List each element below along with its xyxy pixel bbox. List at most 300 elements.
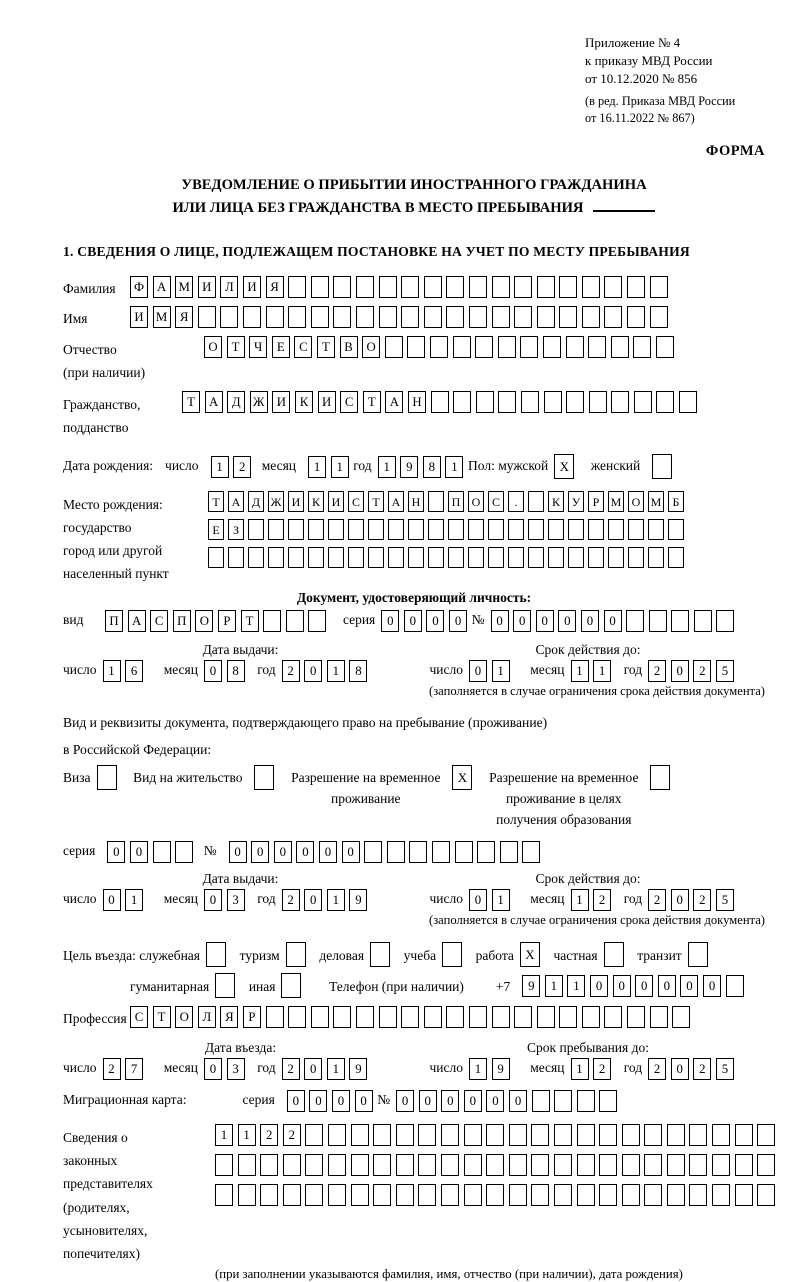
char-box[interactable]: А <box>128 610 146 632</box>
char-box[interactable] <box>288 306 306 328</box>
char-box[interactable]: 2 <box>282 1058 300 1080</box>
char-box[interactable] <box>305 1184 323 1206</box>
char-box[interactable]: 0 <box>204 889 222 911</box>
char-box[interactable] <box>351 1124 369 1146</box>
char-box[interactable] <box>548 519 564 540</box>
char-box[interactable] <box>311 276 329 298</box>
char-box[interactable]: . <box>508 491 524 512</box>
char-box[interactable] <box>509 1154 527 1176</box>
char-box[interactable] <box>283 1154 301 1176</box>
char-box[interactable] <box>446 276 464 298</box>
char-box[interactable] <box>582 306 600 328</box>
char-box[interactable] <box>198 306 216 328</box>
char-box[interactable] <box>328 1184 346 1206</box>
char-box[interactable] <box>599 1184 617 1206</box>
char-box[interactable] <box>268 519 284 540</box>
char-box[interactable]: 1 <box>469 1058 487 1080</box>
char-box[interactable]: 0 <box>296 841 314 863</box>
char-box[interactable] <box>628 519 644 540</box>
char-box[interactable] <box>220 306 238 328</box>
char-box[interactable]: 0 <box>130 841 148 863</box>
char-box[interactable] <box>712 1184 730 1206</box>
char-box[interactable] <box>599 1154 617 1176</box>
char-box[interactable] <box>379 1006 397 1028</box>
char-box[interactable] <box>308 519 324 540</box>
char-box[interactable]: М <box>608 491 624 512</box>
char-box[interactable]: А <box>388 491 404 512</box>
char-box[interactable]: Е <box>272 336 290 358</box>
char-box[interactable]: 3 <box>227 889 245 911</box>
char-box[interactable] <box>650 276 668 298</box>
char-box[interactable] <box>401 276 419 298</box>
char-box[interactable] <box>582 1006 600 1028</box>
char-box[interactable] <box>364 841 382 863</box>
char-box[interactable]: М <box>153 306 171 328</box>
char-box[interactable]: 0 <box>342 841 360 863</box>
char-box[interactable] <box>559 276 577 298</box>
char-box[interactable] <box>428 519 444 540</box>
char-box[interactable] <box>604 306 622 328</box>
char-box[interactable]: 1 <box>327 660 345 682</box>
char-box[interactable] <box>566 336 584 358</box>
char-box[interactable]: Н <box>408 391 426 413</box>
char-box[interactable]: 1 <box>545 975 563 997</box>
char-box[interactable]: 0 <box>287 1090 305 1112</box>
char-box[interactable]: И <box>318 391 336 413</box>
char-box[interactable] <box>215 1154 233 1176</box>
char-box[interactable] <box>288 276 306 298</box>
char-box[interactable] <box>599 1090 617 1112</box>
char-box[interactable] <box>266 306 284 328</box>
char-box[interactable] <box>735 1124 753 1146</box>
char-box[interactable] <box>418 1154 436 1176</box>
char-box[interactable] <box>373 1154 391 1176</box>
char-box[interactable]: М <box>175 276 193 298</box>
char-box[interactable] <box>633 336 651 358</box>
char-box[interactable] <box>531 1184 549 1206</box>
char-box[interactable]: 0 <box>513 610 531 632</box>
char-box[interactable] <box>554 1090 572 1112</box>
char-box[interactable]: Я <box>175 306 193 328</box>
char-box[interactable] <box>388 519 404 540</box>
char-box[interactable] <box>568 547 584 568</box>
char-box[interactable] <box>453 336 471 358</box>
char-box[interactable] <box>475 336 493 358</box>
char-box[interactable] <box>532 1090 550 1112</box>
char-box[interactable]: 0 <box>590 975 608 997</box>
char-box[interactable] <box>428 491 444 512</box>
char-box[interactable]: 2 <box>693 1058 711 1080</box>
char-box[interactable]: 2 <box>103 1058 121 1080</box>
char-box[interactable]: 2 <box>260 1124 278 1146</box>
char-box[interactable] <box>508 519 524 540</box>
char-box[interactable] <box>622 1124 640 1146</box>
char-box[interactable] <box>488 547 504 568</box>
char-box[interactable] <box>407 336 425 358</box>
char-box[interactable] <box>622 1184 640 1206</box>
checkbox-cell[interactable] <box>688 942 708 967</box>
char-box[interactable]: Д <box>248 491 264 512</box>
char-box[interactable] <box>266 1006 284 1028</box>
char-box[interactable]: 1 <box>378 456 396 478</box>
char-box[interactable]: 0 <box>536 610 554 632</box>
char-box[interactable] <box>351 1184 369 1206</box>
char-box[interactable]: 2 <box>648 1058 666 1080</box>
char-box[interactable]: 0 <box>274 841 292 863</box>
char-box[interactable]: 0 <box>319 841 337 863</box>
char-box[interactable] <box>486 1184 504 1206</box>
char-box[interactable] <box>492 306 510 328</box>
char-box[interactable] <box>509 1184 527 1206</box>
char-box[interactable] <box>599 1124 617 1146</box>
char-box[interactable]: 0 <box>464 1090 482 1112</box>
char-box[interactable] <box>446 306 464 328</box>
char-box[interactable] <box>408 519 424 540</box>
char-box[interactable]: 2 <box>282 660 300 682</box>
char-box[interactable] <box>498 391 516 413</box>
char-box[interactable]: 0 <box>204 1058 222 1080</box>
char-box[interactable] <box>396 1154 414 1176</box>
char-box[interactable]: 0 <box>251 841 269 863</box>
char-box[interactable] <box>448 547 464 568</box>
char-box[interactable]: 1 <box>492 660 510 682</box>
char-box[interactable]: У <box>568 491 584 512</box>
char-box[interactable]: А <box>385 391 403 413</box>
char-box[interactable] <box>469 1006 487 1028</box>
char-box[interactable]: 1 <box>211 456 229 478</box>
char-box[interactable] <box>328 1124 346 1146</box>
char-box[interactable]: Т <box>317 336 335 358</box>
char-box[interactable] <box>566 391 584 413</box>
char-box[interactable] <box>689 1124 707 1146</box>
char-box[interactable] <box>409 841 427 863</box>
char-box[interactable] <box>679 391 697 413</box>
char-box[interactable] <box>248 519 264 540</box>
char-box[interactable] <box>543 336 561 358</box>
char-box[interactable]: 0 <box>103 889 121 911</box>
char-box[interactable]: О <box>362 336 380 358</box>
char-box[interactable] <box>668 547 684 568</box>
char-box[interactable]: П <box>448 491 464 512</box>
char-box[interactable] <box>735 1184 753 1206</box>
char-box[interactable]: 1 <box>571 889 589 911</box>
char-box[interactable] <box>305 1154 323 1176</box>
char-box[interactable] <box>656 391 674 413</box>
char-box[interactable] <box>648 547 664 568</box>
char-box[interactable] <box>492 276 510 298</box>
char-box[interactable]: 0 <box>613 975 631 997</box>
char-box[interactable] <box>468 519 484 540</box>
char-box[interactable] <box>521 391 539 413</box>
char-box[interactable]: 2 <box>593 1058 611 1080</box>
char-box[interactable]: 8 <box>423 456 441 478</box>
char-box[interactable] <box>260 1184 278 1206</box>
char-box[interactable]: 5 <box>716 889 734 911</box>
char-box[interactable] <box>520 336 538 358</box>
char-box[interactable]: 0 <box>486 1090 504 1112</box>
char-box[interactable]: 1 <box>103 660 121 682</box>
char-box[interactable] <box>455 841 473 863</box>
char-box[interactable]: С <box>348 491 364 512</box>
char-box[interactable]: 0 <box>229 841 247 863</box>
char-box[interactable]: Д <box>227 391 245 413</box>
char-box[interactable]: 9 <box>492 1058 510 1080</box>
char-box[interactable] <box>424 306 442 328</box>
char-box[interactable]: И <box>288 491 304 512</box>
char-box[interactable] <box>672 1006 690 1028</box>
char-box[interactable]: 2 <box>648 660 666 682</box>
char-box[interactable] <box>260 1154 278 1176</box>
char-box[interactable]: 0 <box>581 610 599 632</box>
char-box[interactable] <box>514 276 532 298</box>
char-box[interactable]: 9 <box>400 456 418 478</box>
char-box[interactable]: Я <box>220 1006 238 1028</box>
char-box[interactable] <box>668 519 684 540</box>
checkbox-cell[interactable] <box>206 942 226 967</box>
char-box[interactable] <box>379 306 397 328</box>
char-box[interactable] <box>308 610 326 632</box>
char-box[interactable] <box>537 276 555 298</box>
char-box[interactable] <box>508 547 524 568</box>
char-box[interactable]: С <box>340 391 358 413</box>
char-box[interactable]: Н <box>408 491 424 512</box>
char-box[interactable] <box>514 1006 532 1028</box>
checkbox-cell[interactable] <box>604 942 624 967</box>
char-box[interactable] <box>464 1154 482 1176</box>
char-box[interactable] <box>577 1184 595 1206</box>
char-box[interactable]: 7 <box>125 1058 143 1080</box>
char-box[interactable] <box>477 841 495 863</box>
char-box[interactable] <box>441 1154 459 1176</box>
char-box[interactable]: Ж <box>268 491 284 512</box>
char-box[interactable]: 0 <box>404 610 422 632</box>
char-box[interactable]: 0 <box>635 975 653 997</box>
char-box[interactable] <box>333 1006 351 1028</box>
char-box[interactable] <box>368 519 384 540</box>
char-box[interactable] <box>509 1124 527 1146</box>
char-box[interactable] <box>283 1184 301 1206</box>
char-box[interactable] <box>431 391 449 413</box>
char-box[interactable] <box>588 336 606 358</box>
checkbox-cell[interactable]: X <box>554 454 574 479</box>
char-box[interactable]: О <box>628 491 644 512</box>
char-box[interactable] <box>554 1154 572 1176</box>
char-box[interactable]: Т <box>227 336 245 358</box>
char-box[interactable] <box>476 391 494 413</box>
char-box[interactable] <box>604 1006 622 1028</box>
char-box[interactable]: Т <box>153 1006 171 1028</box>
char-box[interactable]: 0 <box>304 889 322 911</box>
char-box[interactable]: 8 <box>227 660 245 682</box>
char-box[interactable] <box>328 547 344 568</box>
char-box[interactable]: 0 <box>491 610 509 632</box>
char-box[interactable] <box>589 391 607 413</box>
char-box[interactable]: Ч <box>249 336 267 358</box>
checkbox-cell[interactable] <box>652 454 672 479</box>
char-box[interactable] <box>288 1006 306 1028</box>
char-box[interactable] <box>328 519 344 540</box>
char-box[interactable] <box>726 975 744 997</box>
char-box[interactable]: О <box>175 1006 193 1028</box>
char-box[interactable] <box>418 1124 436 1146</box>
char-box[interactable]: К <box>548 491 564 512</box>
char-box[interactable]: М <box>648 491 664 512</box>
char-box[interactable]: 0 <box>381 610 399 632</box>
char-box[interactable] <box>408 547 424 568</box>
char-box[interactable]: 0 <box>332 1090 350 1112</box>
char-box[interactable] <box>396 1124 414 1146</box>
char-box[interactable] <box>689 1184 707 1206</box>
char-box[interactable]: 1 <box>593 660 611 682</box>
char-box[interactable] <box>559 1006 577 1028</box>
char-box[interactable]: 2 <box>693 889 711 911</box>
char-box[interactable]: 0 <box>309 1090 327 1112</box>
char-box[interactable] <box>286 610 304 632</box>
char-box[interactable] <box>627 276 645 298</box>
char-box[interactable] <box>656 336 674 358</box>
char-box[interactable] <box>528 547 544 568</box>
char-box[interactable] <box>248 547 264 568</box>
char-box[interactable] <box>356 306 374 328</box>
char-box[interactable] <box>611 336 629 358</box>
checkbox-cell[interactable] <box>650 765 670 790</box>
char-box[interactable] <box>627 306 645 328</box>
char-box[interactable] <box>238 1154 256 1176</box>
char-box[interactable]: З <box>228 519 244 540</box>
char-box[interactable] <box>228 547 244 568</box>
char-box[interactable]: 0 <box>469 660 487 682</box>
char-box[interactable]: 2 <box>593 889 611 911</box>
char-box[interactable]: А <box>228 491 244 512</box>
char-box[interactable] <box>288 519 304 540</box>
char-box[interactable]: 0 <box>396 1090 414 1112</box>
char-box[interactable]: 1 <box>571 1058 589 1080</box>
char-box[interactable]: 2 <box>283 1124 301 1146</box>
char-box[interactable] <box>648 519 664 540</box>
char-box[interactable] <box>305 1124 323 1146</box>
char-box[interactable] <box>215 1184 233 1206</box>
char-box[interactable] <box>348 519 364 540</box>
char-box[interactable]: С <box>150 610 168 632</box>
char-box[interactable] <box>486 1124 504 1146</box>
char-box[interactable] <box>622 1154 640 1176</box>
char-box[interactable]: 2 <box>282 889 300 911</box>
checkbox-cell[interactable] <box>442 942 462 967</box>
char-box[interactable] <box>667 1184 685 1206</box>
char-box[interactable] <box>333 276 351 298</box>
char-box[interactable]: О <box>195 610 213 632</box>
char-box[interactable] <box>712 1124 730 1146</box>
char-box[interactable] <box>424 1006 442 1028</box>
char-box[interactable]: 0 <box>107 841 125 863</box>
char-box[interactable]: Т <box>363 391 381 413</box>
char-box[interactable] <box>628 547 644 568</box>
char-box[interactable]: 1 <box>571 660 589 682</box>
char-box[interactable] <box>468 547 484 568</box>
char-box[interactable] <box>385 336 403 358</box>
char-box[interactable]: 0 <box>449 610 467 632</box>
char-box[interactable]: И <box>243 276 261 298</box>
char-box[interactable]: 2 <box>233 456 251 478</box>
char-box[interactable]: 0 <box>441 1090 459 1112</box>
char-box[interactable] <box>401 1006 419 1028</box>
char-box[interactable]: Л <box>220 276 238 298</box>
char-box[interactable]: 1 <box>215 1124 233 1146</box>
char-box[interactable] <box>537 1006 555 1028</box>
char-box[interactable]: 0 <box>304 660 322 682</box>
char-box[interactable] <box>488 519 504 540</box>
char-box[interactable] <box>522 841 540 863</box>
checkbox-cell[interactable]: X <box>452 765 472 790</box>
char-box[interactable]: С <box>488 491 504 512</box>
char-box[interactable]: О <box>468 491 484 512</box>
char-box[interactable] <box>356 1006 374 1028</box>
char-box[interactable]: 1 <box>567 975 585 997</box>
char-box[interactable]: 0 <box>558 610 576 632</box>
char-box[interactable]: 0 <box>419 1090 437 1112</box>
char-box[interactable]: И <box>272 391 290 413</box>
char-box[interactable] <box>544 391 562 413</box>
char-box[interactable]: 0 <box>671 889 689 911</box>
char-box[interactable] <box>486 1154 504 1176</box>
char-box[interactable] <box>689 1154 707 1176</box>
char-box[interactable]: 9 <box>349 889 367 911</box>
char-box[interactable]: 2 <box>693 660 711 682</box>
checkbox-cell[interactable] <box>215 973 235 998</box>
char-box[interactable] <box>308 547 324 568</box>
char-box[interactable]: 0 <box>355 1090 373 1112</box>
char-box[interactable] <box>424 276 442 298</box>
char-box[interactable] <box>577 1124 595 1146</box>
char-box[interactable] <box>548 547 564 568</box>
char-box[interactable] <box>388 547 404 568</box>
char-box[interactable] <box>608 519 624 540</box>
checkbox-cell[interactable] <box>286 942 306 967</box>
char-box[interactable]: 0 <box>604 610 622 632</box>
char-box[interactable] <box>441 1184 459 1206</box>
char-box[interactable] <box>588 547 604 568</box>
char-box[interactable]: 0 <box>509 1090 527 1112</box>
char-box[interactable] <box>387 841 405 863</box>
char-box[interactable] <box>537 306 555 328</box>
char-box[interactable] <box>446 1006 464 1028</box>
char-box[interactable] <box>373 1184 391 1206</box>
char-box[interactable]: 5 <box>716 1058 734 1080</box>
char-box[interactable] <box>608 547 624 568</box>
char-box[interactable] <box>577 1154 595 1176</box>
char-box[interactable] <box>611 391 629 413</box>
char-box[interactable] <box>644 1184 662 1206</box>
char-box[interactable] <box>568 519 584 540</box>
char-box[interactable]: И <box>198 276 216 298</box>
char-box[interactable] <box>634 391 652 413</box>
char-box[interactable]: Л <box>198 1006 216 1028</box>
char-box[interactable] <box>430 336 448 358</box>
char-box[interactable]: Ф <box>130 276 148 298</box>
char-box[interactable] <box>554 1184 572 1206</box>
checkbox-cell[interactable] <box>370 942 390 967</box>
char-box[interactable]: Р <box>243 1006 261 1028</box>
char-box[interactable] <box>263 610 281 632</box>
char-box[interactable] <box>694 610 712 632</box>
char-box[interactable]: Т <box>182 391 200 413</box>
char-box[interactable]: Р <box>588 491 604 512</box>
char-box[interactable] <box>153 841 171 863</box>
char-box[interactable] <box>577 1090 595 1112</box>
char-box[interactable]: 9 <box>349 1058 367 1080</box>
char-box[interactable]: Я <box>266 276 284 298</box>
char-box[interactable] <box>418 1184 436 1206</box>
